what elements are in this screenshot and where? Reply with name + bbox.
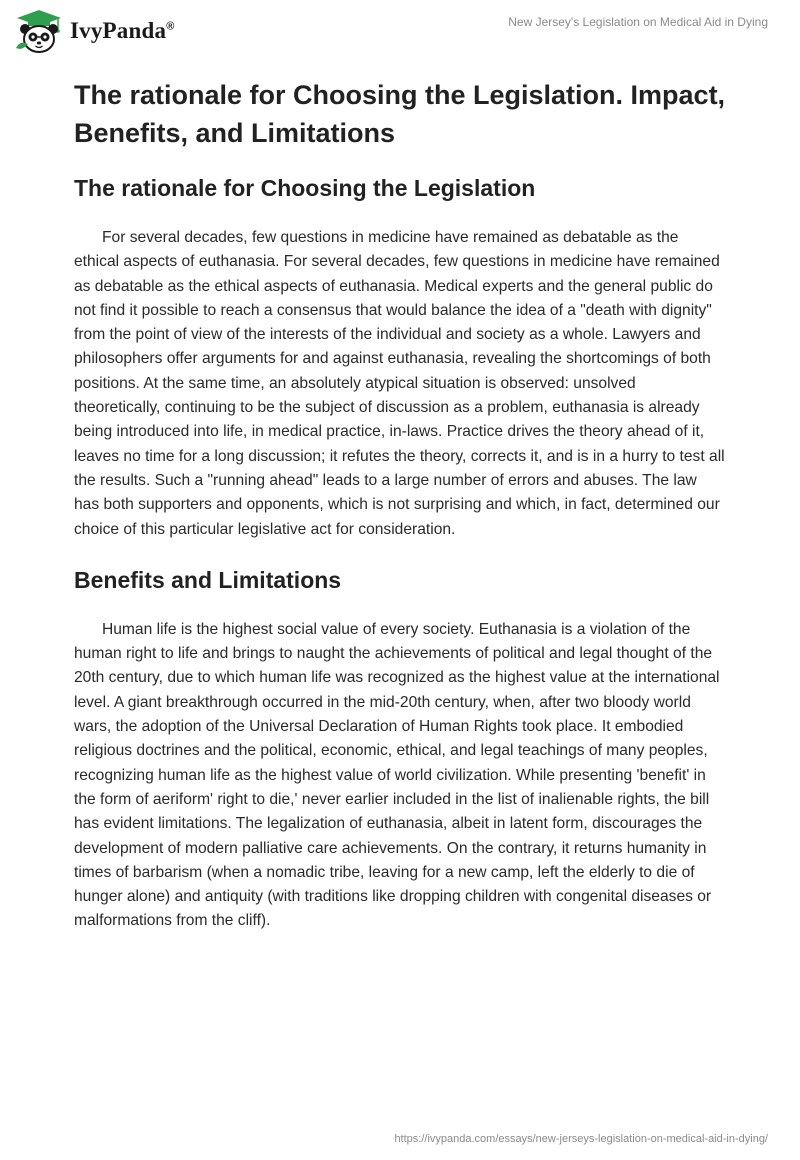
section-heading-rationale: The rationale for Choosing the Legislation [74,175,536,201]
ivypanda-logo[interactable] [14,8,175,54]
registered-mark: ® [166,20,175,33]
source-url[interactable]: https://ivypanda.com/essays/new-jerseys-legislation-on-medical-aid-in-dying/ [394,1133,768,1145]
article [74,76,726,934]
brand-name: IvyPanda® [70,18,175,43]
panda-graduate-icon [14,8,64,54]
section-paragraph-benefits: Human life is the highest social value of every society. Euthanasia is a violation of the human right to life and brings to naught the achievements of political and legal thought of the 20th century, due to which human life was recognized as the highest value at the international level. A giant breakthrough occurred in the mid-20th century, when, after two bloody world wars, the adoption of the Universal Declaration of Human Rights took place. It embodied religious doctrines and the political, economic, ethical, and legal teachings of many peoples, recognizing human life as the highest value of world civilization. While presenting 'benefit' in the form of aeriform' right to die,' never earlier included in the list of inalienable rights, the bill has evident limitations. The legalization of euthanasia, albeit in latent form, discourages the development of modern palliative care achievements. On the contrary, it returns humanity in times of barbarism (when a nomadic tribe, leaving for a new camp, left the elderly to die of hunger alone) and antiquity (with traditions like dropping children with congenital diseases or malformations from the cliff). [74,620,720,930]
section-heading-benefits: Benefits and Limitations [74,566,342,593]
running-title: New Jersey's Legislation on Medical Aid in Dying [508,15,768,29]
article-title: The rationale for Choosing the Legislation. Impact, Benefits, and Limitations [74,80,726,148]
section-paragraph-rationale: For several decades, few questions in medicine have remained as debatable as the ethical aspects of euthanasia. For several decades, few questions in medicine have remained as debatable as the ethical aspects of euthanasia. Medical experts and the general public do not find it possible to reach a consensus that would balance the idea of a "death with dignity" from the point of view of the interests of the individual and society as a whole. Lawyers and philosophers offer arguments for and against euthanasia, revealing the shortcomings of both positions. At the same time, an absolutely atypical situation is observed: unsolved theoretically, continuing to be the subject of discussion as a problem, euthanasia is already being introduced into life, in medical practice, in-laws. Practice drives the theory ahead of it, leaves no time for a long discussion; it refutes the theory, corrects it, and is in a hurry to test all the results. Such a "running ahead" leads to a large number of errors and abuses. The law has both supporters and opponents, which is not surprising and which, in fact, determined our choice of this particular legislative act for consideration. [74,229,725,538]
page-header [0,0,800,60]
